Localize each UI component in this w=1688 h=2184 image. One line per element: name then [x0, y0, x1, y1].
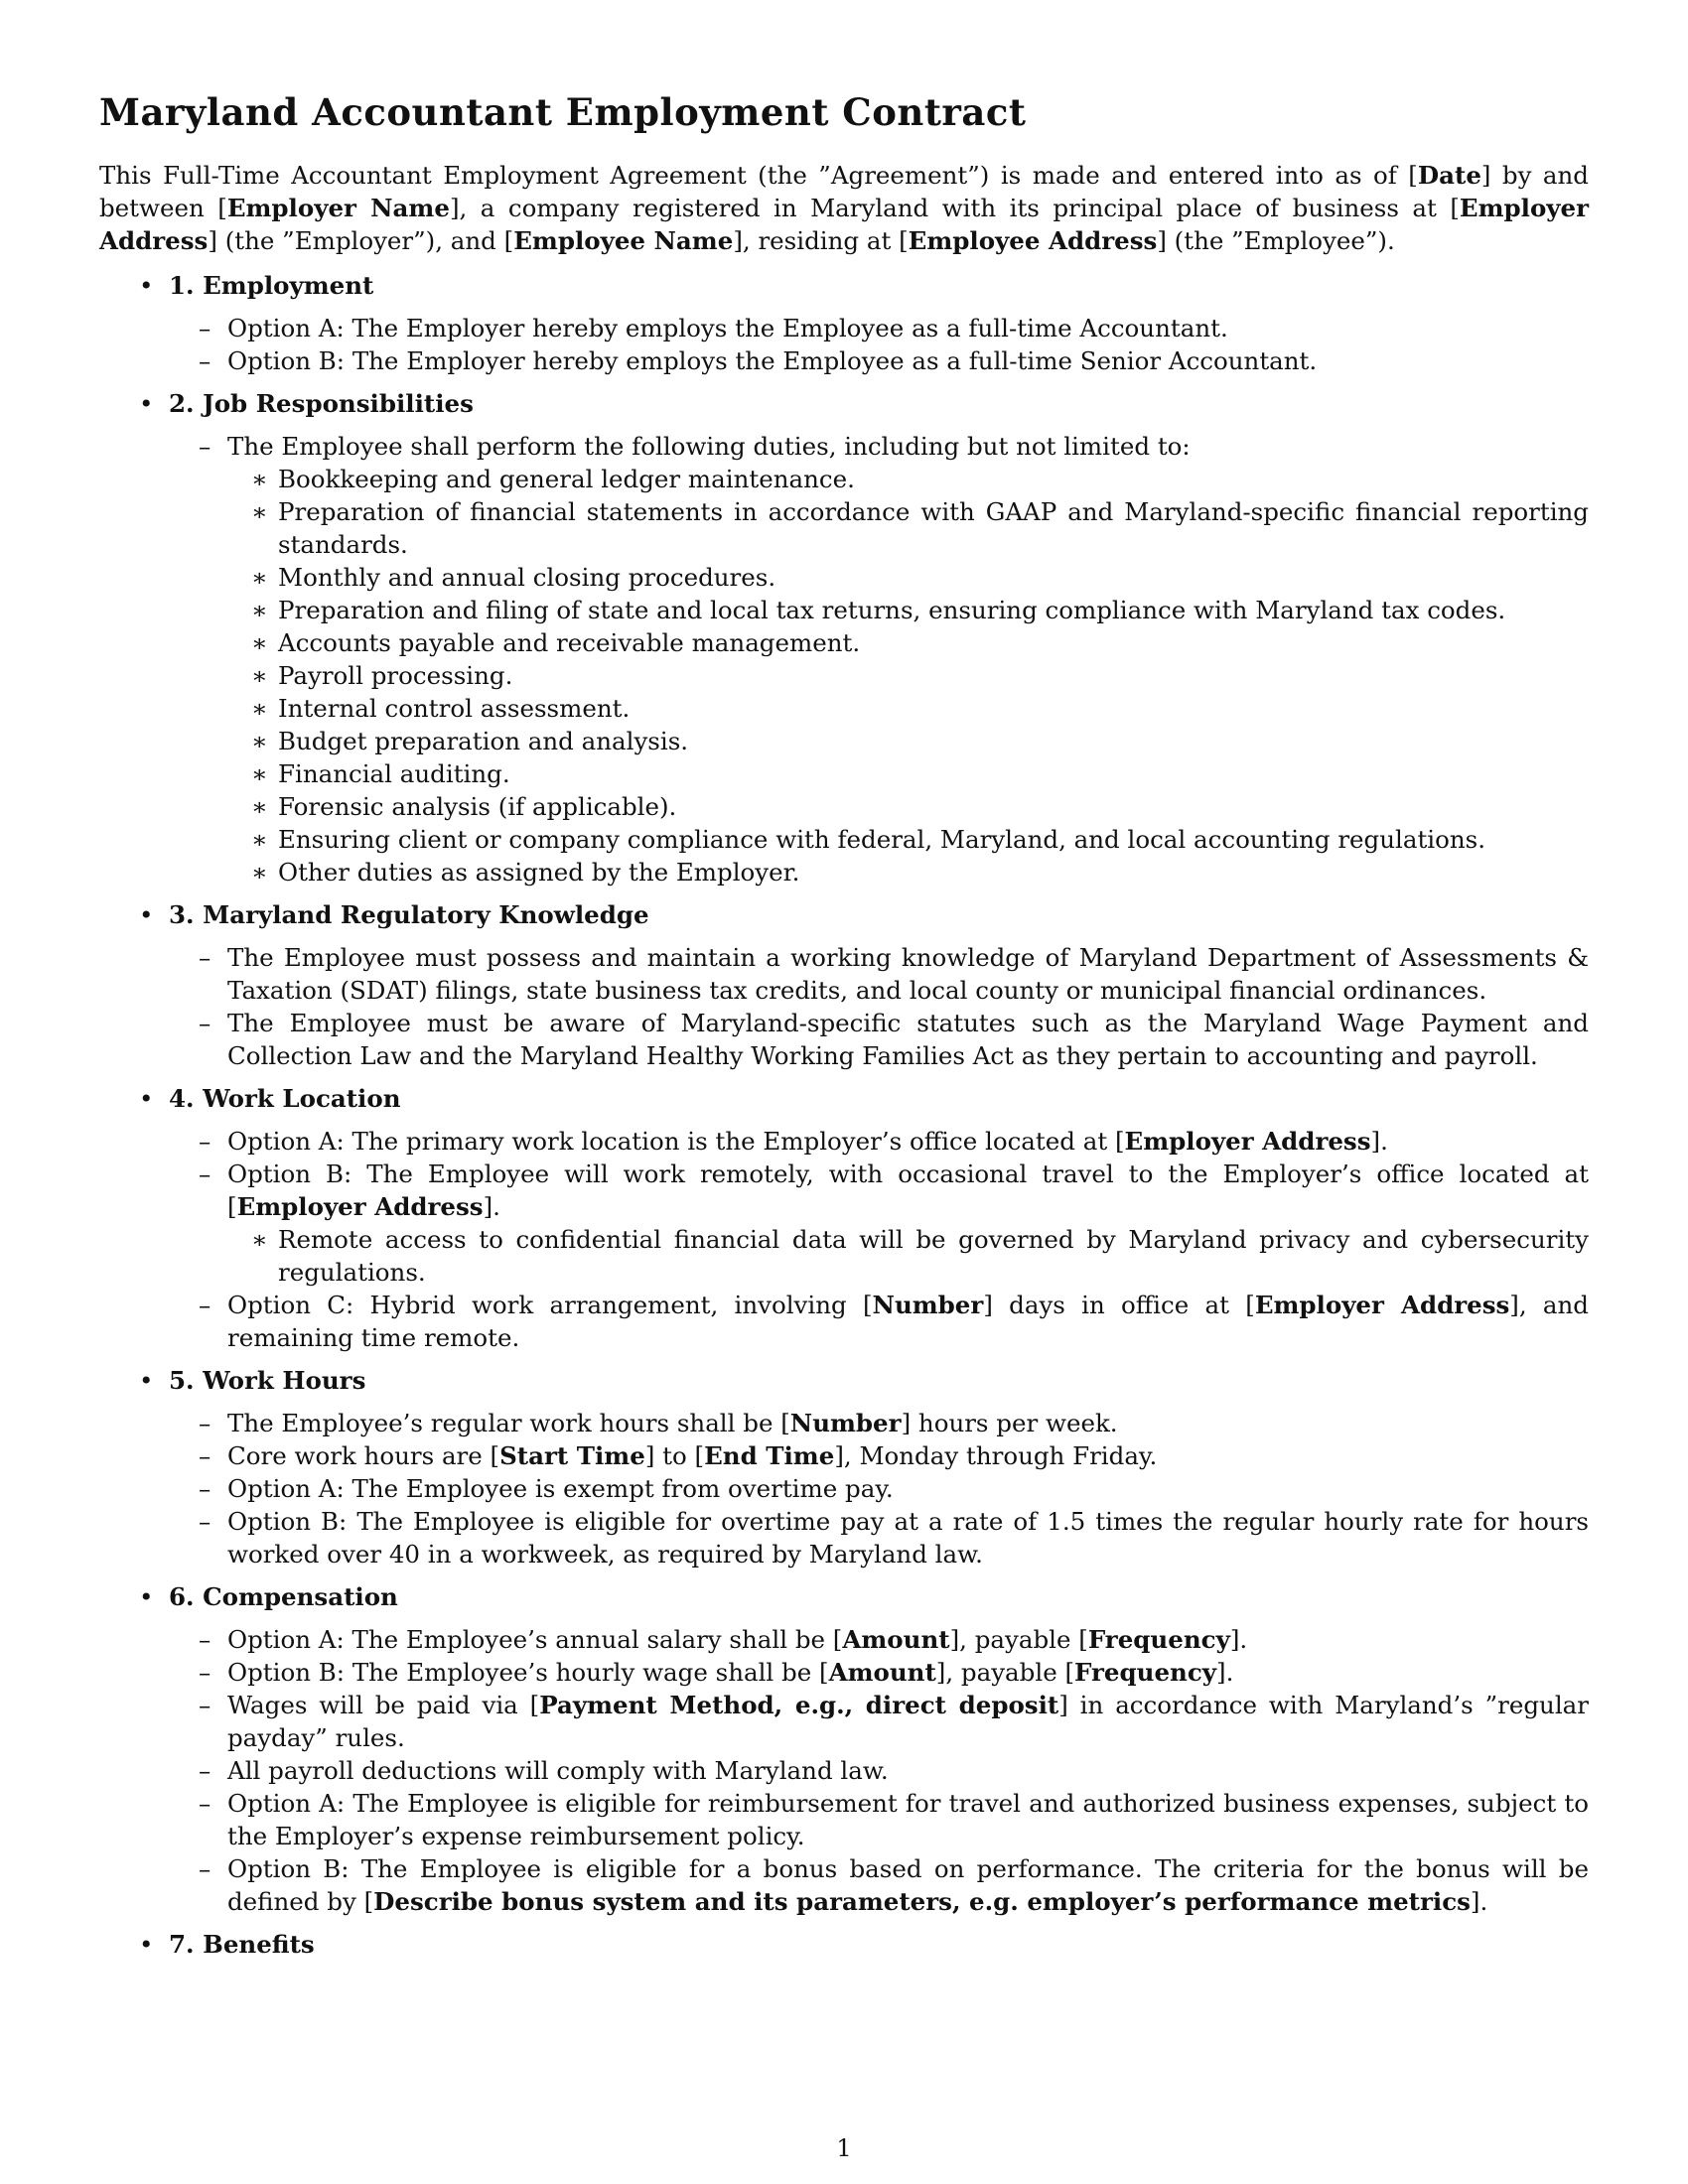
list-item: – Option A: The Employee is exempt from overtime pay. [199, 1474, 894, 1503]
list-item: – Option A: The primary work location is the Employer’s office located at [Employer Address]. [199, 1127, 1388, 1156]
star-icon: ∗ [251, 1225, 268, 1254]
dash-icon: – [199, 1474, 211, 1503]
duty-item: ∗ Budget preparation and analysis. [251, 727, 689, 755]
dash-icon: – [199, 1756, 211, 1785]
dash-icon: – [199, 1854, 211, 1883]
document-page [99, 87, 1589, 1971]
dash-icon: – [199, 1009, 211, 1037]
list-item: – Wages will be paid via [Payment Method, e.g., direct deposit] in accordance with Maryland’s ”regular payday” rules. [199, 1691, 1589, 1752]
dash-icon: – [199, 432, 211, 461]
bullet-icon: • [139, 271, 154, 300]
bullet-icon: • [139, 1366, 154, 1395]
duty-item: ∗ Accounts payable and receivable management. [251, 628, 861, 657]
list-item: – Option B: The Employee will work remotely, with occasional travel to the Employer’s office located at [Employer Address]. ∗ Remote access to confidential financial data will be governed by Maryland privacy and cybersecurity regulations. [199, 1160, 1589, 1287]
placeholder-employee-address: Employee Address [908, 226, 1158, 255]
page-number: 1 [836, 2134, 852, 2162]
dash-icon: – [199, 1625, 211, 1654]
star-icon: ∗ [251, 465, 268, 493]
section-title: 1. Employment [169, 271, 374, 300]
list-item: – Option B: The Employee is eligible for overtime pay at a rate of 1.5 times the regular hourly rate for hours worked over 40 in a workweek, as required by Maryland law. [199, 1507, 1589, 1569]
bullet-icon: • [139, 1084, 154, 1113]
star-icon: ∗ [251, 661, 268, 690]
list-item: – Option A: The Employee is eligible for reimbursement for travel and authorized business expenses, subject to the Employer’s expense reimbursement policy. [199, 1789, 1589, 1850]
star-icon: ∗ [251, 497, 268, 526]
section-work-location [99, 1082, 1589, 1354]
duty-item: ∗ Bookkeeping and general ledger maintenance. [251, 465, 855, 493]
duty-item: ∗ Ensuring client or company compliance with federal, Maryland, and local accounting regulations. [251, 825, 1486, 854]
dash-icon: – [199, 1789, 211, 1818]
document-title: Maryland Accountant Employment Contract [99, 90, 1027, 134]
duty-item: ∗ Preparation and filing of state and local tax returns, ensuring compliance with Maryland tax codes. [251, 596, 1506, 624]
dash-icon: – [199, 1507, 211, 1536]
section-title: 7. Benefits [169, 1930, 315, 1959]
section-job-responsibilities [99, 387, 1589, 888]
star-icon: ∗ [251, 596, 268, 624]
list-item: – Option B: The Employer hereby employs the Employee as a full-time Senior Accountant. [199, 346, 1318, 375]
dash-icon: – [199, 1160, 211, 1188]
sub-list [169, 1623, 1589, 1918]
star-icon: ∗ [251, 858, 268, 887]
sub-list [169, 1125, 1589, 1354]
duty-item: ∗ Preparation of financial statements in accordance with GAAP and Maryland-specific financial reporting standards. [251, 497, 1589, 559]
star-icon: ∗ [251, 628, 268, 657]
list-item: – Option A: The Employee’s annual salary shall be [Amount], payable [Frequency]. [199, 1625, 1248, 1654]
duty-item: ∗ Internal control assessment. [251, 694, 631, 723]
dash-icon: – [199, 1409, 211, 1437]
star-icon: ∗ [251, 792, 268, 821]
dash-icon: – [199, 346, 211, 375]
list-item: – Core work hours are [Start Time] to [End Time], Monday through Friday. [199, 1441, 1158, 1470]
duty-item: ∗ Financial auditing. [251, 759, 510, 788]
sub-list [169, 430, 1589, 888]
list-item: – All payroll deductions will comply with Maryland law. [199, 1756, 889, 1785]
duty-item: ∗ Other duties as assigned by the Employer. [251, 858, 800, 887]
duty-item: ∗ Payroll processing. [251, 661, 513, 690]
section-benefits [99, 1928, 1589, 1961]
section-title: 5. Work Hours [169, 1366, 366, 1395]
dash-icon: – [199, 943, 211, 972]
list-item: – The Employee’s regular work hours shall be [Number] hours per week. [199, 1409, 1118, 1437]
sub-list [169, 1407, 1589, 1570]
star-icon: ∗ [251, 563, 268, 592]
section-list [99, 269, 1589, 1961]
list-item: – Option C: Hybrid work arrangement, involving [Number] days in office at [Employer Address], and remaining time remote. [199, 1291, 1589, 1352]
bullet-icon: • [139, 1582, 154, 1611]
section-title: 3. Maryland Regulatory Knowledge [169, 900, 649, 929]
note-item: ∗ Remote access to confidential financial data will be governed by Maryland privacy and cybersecurity regulations. [251, 1225, 1589, 1287]
dash-icon: – [199, 1441, 211, 1470]
list-item: – Option B: The Employee is eligible for a bonus based on performance. The criteria for the bonus will be defined by [Describe bonus system and its parameters, e.g. employer’s performance metrics]. [199, 1854, 1589, 1916]
section-regulatory-knowledge [99, 898, 1589, 1072]
list-item: – The Employee must be aware of Maryland-specific statutes such as the Maryland Wage Payment and Collection Law and the Maryland Healthy Working Families Act as they pertain to accounting and payroll. [199, 1009, 1589, 1070]
dash-icon: – [199, 1127, 211, 1156]
duty-item: ∗ Forensic analysis (if applicable). [251, 792, 677, 821]
placeholder-employer-name: Employer Name [226, 194, 450, 222]
list-item: – The Employee must possess and maintain a working knowledge of Maryland Department of Assessments & Taxation (SDAT) filings, state business tax credits, and local county or municipal financial ordinances. [199, 943, 1589, 1005]
dash-icon: – [199, 1658, 211, 1687]
placeholder-employer-address: Employer Address [99, 194, 1590, 255]
star-icon: ∗ [251, 759, 268, 788]
placeholder-employee-name: Employee Name [513, 226, 734, 255]
dash-icon: – [199, 1291, 211, 1319]
bullet-icon: • [139, 389, 154, 418]
section-title: 4. Work Location [169, 1084, 401, 1113]
duty-item: ∗ Monthly and annual closing procedures. [251, 563, 776, 592]
star-icon: ∗ [251, 694, 268, 723]
bullet-icon: • [139, 1930, 154, 1959]
list-item: – The Employee shall perform the following duties, including but not limited to: ∗ Bookkeeping and general ledger maintenance. ∗ Preparation of financial statements in accordance with GAAP and Maryland-specific financial reporting standards. ∗ Monthly and annual closing procedures. ∗ Preparation and filing of state and local tax returns, ensuring compliance with Maryland tax codes. ∗ Accounts payable and receivable management. ∗ Payroll processing. ∗ Internal control assessment. ∗ Budget preparation and analysis. ∗ Financial auditing. ∗ Forensic analysis (if applicable). ∗ Ensuring client or company compliance with federal, Maryland, and local accounting regulations. ∗ Other duties as assigned by the Employer. [199, 432, 1589, 887]
star-icon: ∗ [251, 727, 268, 755]
dash-icon: – [199, 314, 211, 342]
intro-paragraph: This Full-Time Accountant Employment Agreement (the ”Agreement”) is made and entered into as of [Date] by and between [Employer Name], a company registered in Maryland with its principal place of business at [Employer Address] (the ”Employer”), and [Employee Name], residing at [Employee Address] (the ”Employee”). [99, 161, 1590, 255]
list-item: – Option A: The Employer hereby employs the Employee as a full-time Accountant. [199, 314, 1228, 342]
note-list [227, 1223, 1589, 1289]
bullet-icon: • [139, 900, 154, 929]
section-title: 6. Compensation [169, 1582, 398, 1611]
section-employment [99, 269, 1589, 377]
section-compensation [99, 1580, 1589, 1918]
list-item: – Option B: The Employee’s hourly wage shall be [Amount], payable [Frequency]. [199, 1658, 1234, 1687]
placeholder-date: Date [1417, 161, 1481, 190]
section-work-hours [99, 1364, 1589, 1570]
dash-icon: – [199, 1691, 211, 1719]
star-icon: ∗ [251, 825, 268, 854]
sub-list [169, 941, 1589, 1072]
sub-list [169, 312, 1589, 377]
duty-list [227, 463, 1589, 888]
section-title: 2. Job Responsibilities [169, 389, 474, 418]
